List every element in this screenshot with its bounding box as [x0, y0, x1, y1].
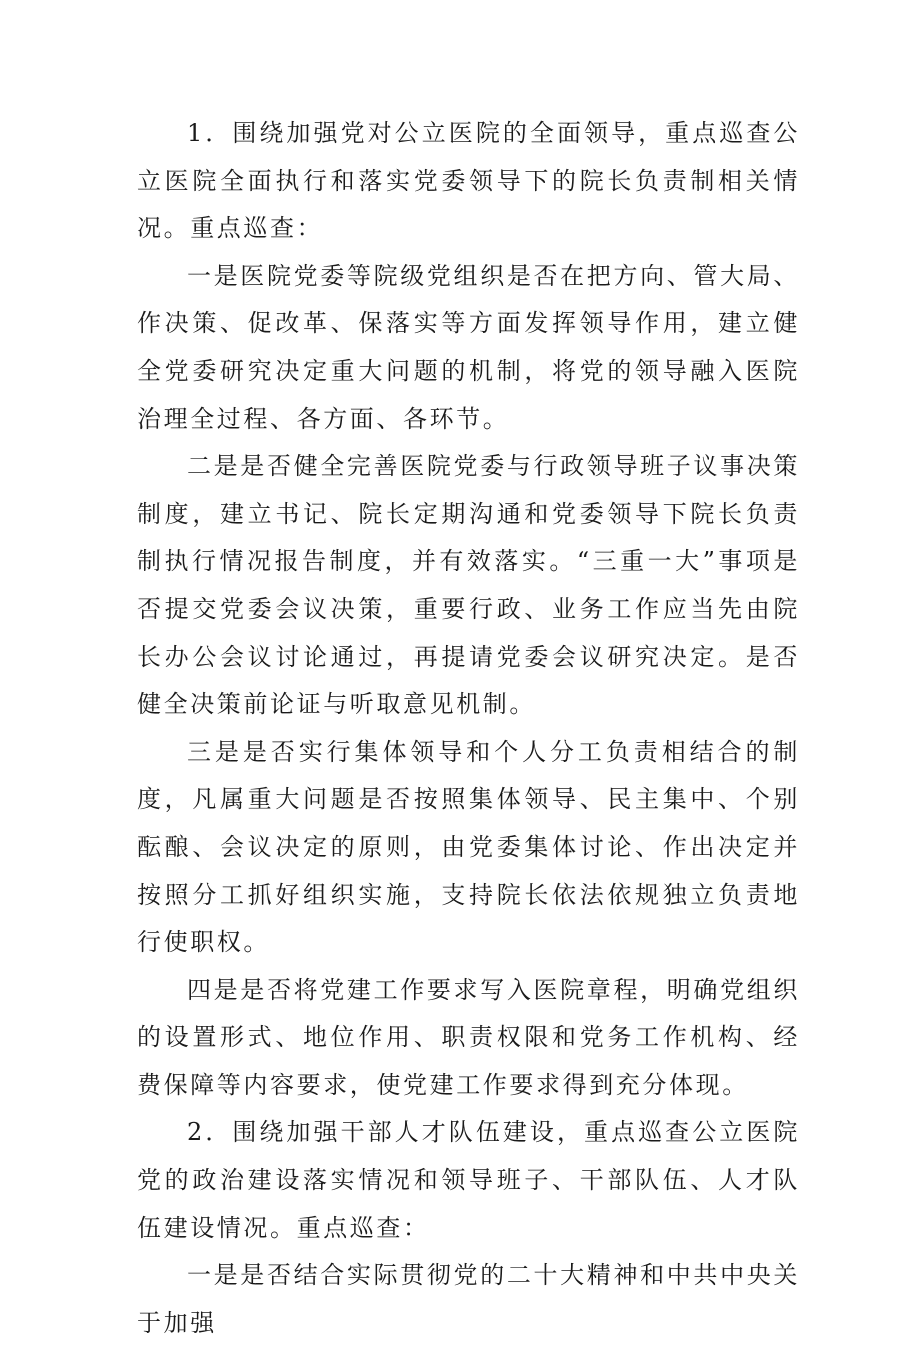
document-body: [137, 110, 800, 1347]
section-1-heading: 1．围绕加强党对公立医院的全面领导，重点巡查公立医院全面执行和落实党委领导下的院长负责制相关情况。重点巡查：: [137, 119, 800, 243]
section-1-item-1: 一是医院党委等院级党组织是否在把方向、管大局、作决策、促改革、保落实等方面发挥领导作用，建立健全党委研究决定重大问题的机制，将党的领导融入医院治理全过程、各方面、各环节。: [137, 261, 800, 433]
section-1-item-4: 四是是否将党建工作要求写入医院章程，明确党组织的设置形式、地位作用、职责权限和党务工作机构、经费保障等内容要求，使党建工作要求得到充分体现。: [137, 975, 800, 1099]
section-1-item-2: 二是是否健全完善医院党委与行政领导班子议事决策制度，建立书记、院长定期沟通和党委领导下院长负责制执行情况报告制度，并有效落实。“三重一大”事项是否提交党委会议决策，重要行政、业务工作应当先由院长办公会议讨论通过，再提请党委会议研究决定。是否健全决策前论证与听取意见机制。: [137, 452, 800, 719]
section-1-item-3: 三是是否实行集体领导和个人分工负责相结合的制度，凡属重大问题是否按照集体领导、民主集中、个别酝酿、会议决定的原则，由党委集体讨论、作出决定并按照分工抓好组织实施，支持院长依法依规独立负责地行使职权。: [137, 737, 800, 957]
section-2-heading: 2．围绕加强干部人才队伍建设，重点巡查公立医院党的政治建设落实情况和领导班子、干部队伍、人才队伍建设情况。重点巡查：: [137, 1118, 800, 1242]
section-2-item-1: 一是是否结合实际贯彻党的二十大精神和中共中央关于加强: [137, 1261, 800, 1337]
